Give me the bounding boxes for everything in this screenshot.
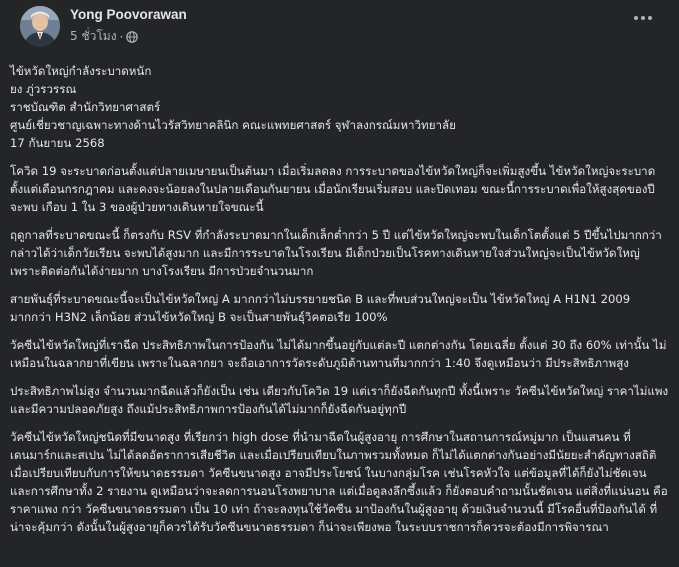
post-paragraph: วัคซีนไข้หวัดใหญ่ชนิดที่มีขนาดสูง ที่เรียกว่า high dose ที่นำมาฉีดในผู้สูงอายุ การศึกษาในสถานการณ์หมู่มาก เป็นแสนคน ที่เดนมาร์กและสเปน ไม่ได้ลดอัตราการเสียชีวิต และเมื่อเปรียบเทียบในภาพรวมทั้งหมด ก็ไม่ได้แตกต่างกันอย่างมีนัยยะสำคัญทางสถิติ เมื่อเปรียบเทียบกับการให้ขนาดธรรมดา วัคซีนขนาดสูง อาจมีประโยชน์ ในบางกลุ่มโรค เช่นโรคหัวใจ แต่ข้อมูลที่ได้ก็ยังไม่ชัดเจน และการศึกษาทั้ง 2 รายงาน ดูเหมือนว่าจะลดการนอนโรงพยาบาล แต่เมื่อดูลงลึกซึ้งแล้ว ก็ยังตอบคำถามนั้นชัดเจน แต่สิ่งที่แน่นอน คือราคาแพง กว่า วัคซีนขนาดธรรมดา เป็น 10 เท่า ถ้าจะลงทุนใช้วัคซีน มาป้องกันในผู้สูงอายุ ด้วยเงินจำนวนนี้ มีโรคอื่นที่ป้องกันได้ ที่น่าจะคุ้มกว่า ดังนั้นในผู้สูงอายุก็ควรได้รับวัคซีนขนาดธรรมดา ก็น่าจะเพียงพอ ในระบบราชการก็ควรจะต้องมีการพิจารณา (10, 430, 668, 534)
post-paragraph: โควิด 19 จะระบาดก่อนตั้งแต่ปลายเมษายนเป็นต้นมา เมื่อเริ่มลดลง การระบาดของไข้หวัดใหญ่ก็จะเพิ่มสูงขึ้น ไข้หวัดใหญ่จะระบาดตั้งแต่เดือนกรกฎาคม และคงจะน้อยลงในปลายเดือนกันยายน เมื่อนักเรียนเริ่มสอบ และปิดเทอม ขณะนี้การระบาดเพื่อให้สูงสุดของปี จะพบ เกือบ 1 ใน 3 ของผู้ป่วยทางเดินหายใจขณะนี้ (10, 164, 656, 214)
post-date: 17 กันยายน 2568 (10, 136, 105, 150)
post-affiliation: ศูนย์เชี่ยวชาญเฉพาะทางด้านไวรัสวิทยาคลินิก คณะแพทยศาสตร์ จุฬาลงกรณ์มหาวิทยาลัย (10, 118, 456, 132)
more-options-icon[interactable] (629, 8, 657, 28)
post-paragraph: ฤดูกาลที่ระบาดขณะนี้ ก็ตรงกับ RSV ที่กำลังระบาดมากในเด็กเล็กต่ำกว่า 5 ปี แต่ไข้หวัดใหญ่จะพบในเด็กโตตั้งแต่ 5 ปีขึ้นไปมากกว่า กล่าวได้ว่าเด็กวัยเรียน จะพบได้สูงมาก และมีการระบาดในโรงเรียน มีเด็กป่วยเป็นโรคทางเดินหายใจส่วนใหญ่จะเป็นไข้หวัดใหญ่ เพราะติดต่อกันได้ง่ายมาก บางโรงเรียน มีการป่วยจำนวนมาก (10, 228, 662, 278)
meta-separator: · (119, 29, 124, 44)
post-time[interactable]: 5 ชั่วโมง (70, 29, 117, 43)
post-header-block (10, 62, 669, 152)
post-paragraph: สายพันธุ์ที่ระบาดขณะนี้จะเป็นไข้หวัดใหญ่ A มากกว่าไม่บรรยายชนิด B และที่พบส่วนใหญ่จะเป็น ไข้หวัดใหญ่ A H1N1 2009 มากกว่า H3N2 เล็กน้อย ส่วนไข้หวัดใหญ่ B จะเป็นสายพันธุ์วิคตอเรีย 100% (10, 292, 631, 324)
post-header (10, 0, 669, 62)
post-title: ไข้หวัดใหญ่กำลังระบาดหนัก (10, 64, 152, 78)
post-body (10, 62, 669, 536)
post-author-title: ราชบัณฑิต สำนักวิทยาศาสตร์ (10, 100, 161, 114)
author-name[interactable]: Yong Poovorawan (70, 7, 187, 22)
globe-icon (126, 31, 138, 43)
post-author-line: ยง ภู่วรวรรณ (10, 82, 77, 96)
post-paragraph: ประสิทธิภาพไม่สูง จำนวนมากฉีดแล้วก็ยังเป็น เช่น เดียวกับโควิด 19 แต่เราก็ยังฉีดกันทุกปี ทั้งนี้เพราะ วัคซีนไข้หวัดใหญ่ ราคาไม่แพง และมีความปลอดภัยสูง ถึงแม้ประสิทธิภาพการป้องกันได้ไม่มากก็ยังฉีดกันอยู่ทุกปี (10, 384, 669, 416)
post-meta (70, 27, 138, 46)
avatar-portrait-icon (20, 6, 60, 46)
post-paragraph: วัคซีนไข้หวัดใหญ่ที่เราฉีด ประสิทธิภาพในการป้องกัน ไม่ได้มากขึ้นอยู่กับแต่ละปี แตกต่างกัน โดยเฉลี่ย ตั้งแต่ 30 ถึง 60% เท่านั้น ไม่เหมือนในฉลากยาที่เขียน เพราะในฉลากยา จะถือเอาการวัดระดับภูมิต้านทานที่มากกว่า 1:40 จึงดูเหมือนว่า มีประสิทธิภาพสูง (10, 338, 667, 370)
avatar[interactable] (20, 6, 60, 46)
